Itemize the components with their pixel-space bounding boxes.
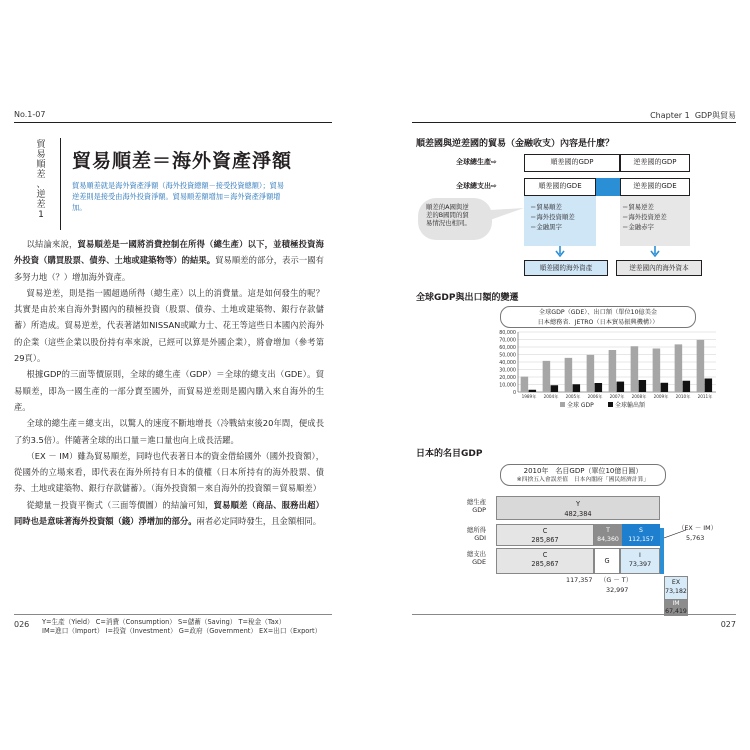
gde-g-bar: G [594, 548, 620, 574]
gdp-bar [609, 350, 617, 392]
export-bar [661, 383, 669, 392]
y-tick-label: 80,000 [499, 330, 516, 336]
row-label-total-expenditure: 全球總支出⇨ [456, 182, 497, 190]
surplus-deficit-diagram [412, 150, 736, 282]
gdp-bar [587, 355, 595, 392]
export-bar [683, 381, 691, 392]
legend-label-gdp: 全球 GDP [567, 402, 594, 409]
page-subtitle: 貿易順差就是海外資產淨額（海外投資總額－接受投資總額）；貿易 逆差則是接受由海外投資淨額。貿易順差額增加＝海外資產淨額增 加。 [72, 181, 285, 212]
left-page [14, 110, 332, 640]
y-tick-label: 30,000 [499, 368, 516, 374]
im-bar: IM 67,419 [665, 600, 687, 615]
y-tick-label: 10,000 [499, 383, 516, 389]
row-label-total-production: 全球總生產⇨ [456, 158, 497, 166]
x-tick-label: 2004年 [543, 394, 559, 399]
down-arrow-icon [555, 246, 565, 258]
x-tick-label: 2009年 [653, 394, 669, 399]
paragraph: 以結論來說，貿易順差是一國將消費控制在所得（總生產）以下，並積極投資海外投資（購買股票、債券、土地或建築物等）的結果。貿易順差的部分，表示一國有多努力地（？）增加海外資產。 [14, 239, 324, 282]
deficit-gde-box: 逆差國的GDE [620, 178, 690, 196]
japan-gdp-diagram [412, 462, 736, 615]
surplus-overseas-assets: 順差國的海外資產 [524, 260, 608, 276]
ex-bar: EX 73,182 [664, 576, 688, 600]
footer-rule [14, 614, 332, 615]
export-bar [639, 380, 647, 392]
right-page [412, 110, 736, 640]
gt-value: 32,997 [606, 586, 629, 594]
paragraph: 從總量－投資平衡式（三面等價圖）的結論可知，貿易順差（商品、服務出超）同時也是意味著海外投資額（錢）淨增加的部分。兩者必定同時發生，且金額相同。 [14, 499, 324, 527]
gdi-t-bar: T 84,360 [594, 524, 622, 546]
header-rule [14, 122, 332, 123]
title-divider [60, 138, 61, 230]
x-tick-label: 2008年 [631, 394, 647, 399]
y-tick-label: 40,000 [499, 360, 516, 366]
gdi-c-bar: C 285,867 [496, 524, 594, 546]
row-label-gde: 總支出 GDE [466, 550, 486, 566]
paragraph: 貿易逆差，則是指一國超過所得（總生產）以上的消費量。這是如何發生的呢？其實是由於來自海外對國內的積極投資（股票、債券、土地或建築物、銀行存款儲蓄）所造成。貿易逆差，代表著諸如NISSAN或歐力士、花王等這些日本國內於海外的企業（這些企業以股份持有率來說，已經可以算是外國企業），將會增加（參考第29頁）。 [14, 287, 324, 364]
section-title-trade: 順差國與逆差國的貿易（金融收支）內容是什麼？ [416, 139, 615, 149]
y-tick-label: 50,000 [499, 353, 516, 359]
down-arrow-icon [650, 246, 660, 258]
page-number-left: 026 [14, 620, 30, 629]
y-tick-label: 20,000 [499, 375, 516, 381]
legend-swatch-gdp [560, 402, 565, 407]
surplus-gde-box: 順差國的GDE [524, 178, 596, 196]
body-text [14, 236, 324, 529]
note-bubble: 順差的A國與逆 差的B國間的貿 易情況也相同。 [418, 198, 492, 240]
world-gdp-bar-chart [482, 330, 722, 414]
export-bar [705, 379, 713, 393]
section-title-world-gdp: 全球GDP與出口額的變遷 [416, 293, 519, 303]
legend-label-export: 全球輸出額 [615, 402, 646, 409]
x-tick-label: 1989年 [521, 394, 537, 399]
footer-rule [412, 614, 736, 615]
gdp-bar [697, 340, 705, 392]
gdp-bar [521, 377, 529, 392]
gdp-bar [543, 361, 551, 392]
export-bar [529, 390, 537, 392]
chart-subtitle: 日本總務省．JETRO（日本貿易振興機構）） [537, 318, 659, 326]
world-gdp-chart [482, 306, 722, 414]
y-tick-label: 70,000 [499, 338, 516, 344]
exim-label: （EX － IM） [678, 524, 718, 532]
page-title: 貿易順差＝海外資產淨額 [72, 150, 293, 172]
deficit-foreign-capital: 逆差國內的海外資本 [616, 260, 702, 276]
row-label-gdp: 總生產 GDP [466, 498, 486, 514]
g-value: 117,357 [566, 576, 593, 584]
vertical-section-label: 貿 易 順 差 、 逆 差 1 [36, 140, 46, 220]
chart-title: 全球GDP（GDE）、出口額（單位10億美金 [538, 309, 658, 316]
x-tick-label: 2005年 [565, 394, 581, 399]
legend-footnote: Y=生產（Yield） C=消費（Consumption） S=儲蓄（Saving） T=稅金（Tax） IM=進口（Import） I=投資（Investment） G=政府（Government） EX=出口（Export） [42, 618, 322, 635]
row-label-gdi: 總所得 GDI [466, 526, 486, 542]
left-page-header: No.1-07 [14, 110, 46, 119]
paragraph: 根據GDP的三面等價原則，全球的總生產（GDP）＝全球的總支出（GDE）。貿易順差，即為一國生產的一部分賣至國外，而貿易逆差則是國內購入來自海外的生產。 [14, 369, 324, 412]
gdi-s-bar: S 112,157 [622, 524, 660, 546]
x-tick-label: 2011年 [697, 394, 713, 399]
gdp-bar [565, 358, 573, 392]
right-page-header: Chapter 1 GDP與貿易 [650, 111, 736, 120]
export-bar [595, 383, 603, 392]
paragraph: （EX － IM）雖為貿易順差，同時也代表著日本的資金借給國外（國外投資額），從國外的立場來看，即代表在海外所持有日本的債權（日本所持有的海外股票、債券、土地或建築物、銀行存款儲蓄）。（海外投資額－來自海外的投資額＝貿易順差） [14, 450, 324, 494]
x-tick-label: 2010年 [675, 394, 691, 399]
paragraph: 全球的總生產＝總支出，以驚人的速度不斷地增長（冷戰結束後20年間，便成長了約3.5倍）。伴隨著全球的出口量＝進口量也向上成長活躍。 [14, 418, 324, 445]
deficit-gdp-box: 逆差國的GDP [620, 154, 690, 172]
gt-label: （G － T） [600, 576, 633, 584]
gde-c-bar: C 285,867 [496, 548, 594, 574]
japan-chart-title: 2010年 名目GDP（單位10億日圓） [523, 467, 643, 475]
legend-swatch-export [608, 402, 613, 407]
gde-i-bar: I 73,397 [620, 548, 660, 574]
japan-chart-title-box [500, 464, 666, 486]
gdp-bar [653, 349, 661, 393]
gdp-y-bar: Y 482,384 [496, 496, 660, 520]
trade-gap-block [596, 178, 620, 196]
gdp-bar [631, 346, 639, 392]
bubble-pointer [490, 206, 526, 222]
y-tick-label: 60,000 [499, 345, 516, 351]
gdp-bar [675, 344, 683, 392]
export-bar [617, 382, 625, 392]
export-bar [551, 385, 559, 392]
japan-chart-note: ※四捨五入會誤差值 日本內閣府「國民經濟計算」 [516, 477, 650, 483]
surplus-items: ＝貿易順差 ＝海外投資順差 ＝金融黑字 [530, 203, 575, 231]
x-tick-label: 2007年 [609, 394, 625, 399]
deficit-items: ＝貿易逆差 ＝海外投資逆差 ＝金融赤字 [622, 203, 667, 231]
exim-value: 5,763 [686, 534, 705, 542]
surplus-gdp-box: 順差國的GDP [524, 154, 620, 172]
chart-title-box [500, 306, 696, 328]
x-tick-label: 2006年 [587, 394, 603, 399]
header-rule [412, 122, 736, 123]
y-tick-label: 0 [512, 390, 516, 396]
export-bar [573, 384, 581, 392]
section-title-japan-gdp: 日本的名目GDP [416, 449, 483, 459]
page-number-right: 027 [720, 620, 736, 629]
